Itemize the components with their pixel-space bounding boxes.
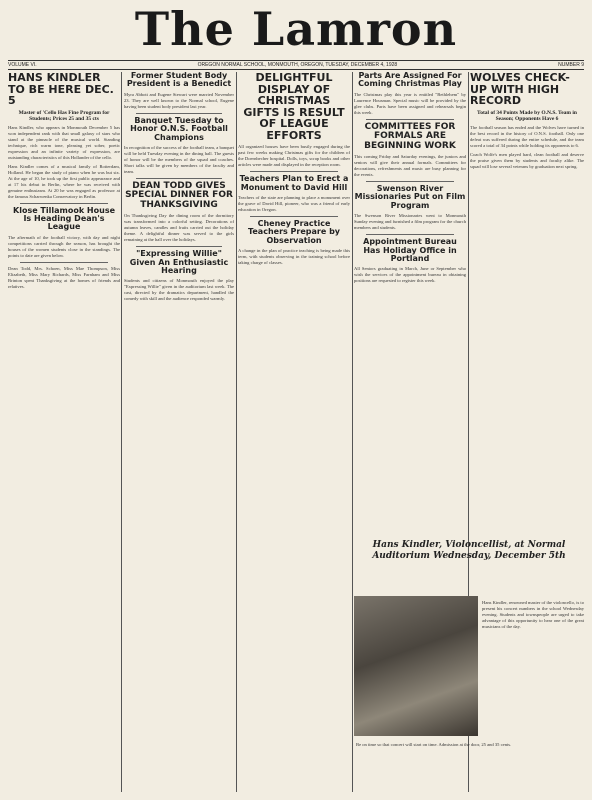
headline-expressing-willie: "Expressing Willie" Given An Enthusiastic Hearing [129, 249, 229, 276]
headline-klose: Klose Tillamook House Is Heading Dean's League [13, 205, 115, 232]
article-text: Be on time so that concert will start on time. Admission at the door, 25 and 35 cents. [356, 742, 512, 747]
divider [250, 171, 338, 172]
masthead [0, 0, 592, 58]
article-text: The football season has ended and the Wolves have turned in the best record in the history of O.N.S. football. Only one defeat was suffered during the entire schedule, and the team scored a total of 34 points while holding its opponents to 6. [470, 124, 584, 148]
article-text: Teachers of the state are planning to place a monument over the grave of David Hill, pioneer, who was a friend of early education in Oregon. [238, 195, 350, 213]
subhead-wolves: Total of 34 Points Made by O.N.S. Team in Season; Opponents Have 6 [477, 109, 577, 122]
column-3 [238, 72, 350, 792]
article-text: Students and citizens of Monmouth enjoyed the play "Expressing Willie" given in the auditorium last week. The cast, directed by the dramatics department, handled the comedy with skill and the audience responded warmly. [124, 278, 234, 302]
column-rule [236, 72, 237, 792]
divider [366, 234, 454, 235]
headline-christmas-play: Parts Are Assigned For Coming Christmas Play [358, 72, 462, 89]
subhead-kindler: Master of 'Cello Has Fine Program for Students; Prices 25 and 35 cts [18, 109, 110, 122]
photo-bottom-text [356, 742, 582, 751]
column-rule [121, 72, 122, 792]
headline-swenson: Swenson River Missionaries Put on Film Program [354, 184, 466, 210]
column-5 [470, 72, 584, 492]
column-rule [352, 72, 353, 792]
issue-info-bar [8, 60, 584, 70]
masthead-title: The Lamron [134, 2, 458, 56]
photo-side-text [482, 600, 584, 633]
headline-christmas-gifts: DELIGHTFUL DISPLAY OF CHRISTMAS GIFTS IS RESULT OF LEAGUE EFFORTS [243, 72, 345, 142]
volume-label: VOLUME VI. [8, 62, 37, 68]
divider [250, 216, 338, 217]
divider [20, 203, 108, 204]
article-text: Myra Abbott and Eugene Stewart were married November 23. They are well known to the Normal school, Eugene having been student body president last year. [124, 91, 234, 109]
divider [366, 119, 454, 120]
article-text: Hans Kindler, who appears in Monmouth December 5 has won independent rank with that small galaxy of stars who stand at the pinnacle of the musical world. Standing technique, rich warm tone, pleasing yet sober, poetic expression and an infinite variety of expression, are outstanding characteristics of this Hollander of the cello. [8, 124, 120, 160]
column-4 [354, 72, 466, 492]
issue-number: NUMBER 9 [558, 62, 584, 68]
divider [136, 246, 222, 247]
headline-banquet: Banquet Tuesday to Honor O.N.S. Football Champions [130, 115, 228, 142]
divider [136, 178, 222, 179]
kindler-photo [354, 596, 478, 736]
article-text: The Christmas play this year is entitled "Bethlehem" by Laurence Housman. Special music will be provided by the glee clubs. Parts have been assigned and rehearsals begin this week. [354, 91, 466, 115]
article-text: On Thanksgiving Day the dining room of the dormitory was transformed into a colorful setting. Decorations of autumn leaves, candles and fruits carried out the holiday theme. A delightful dinner was served to the girls remaining at the hall over the holidays. [124, 213, 234, 243]
article-text: Hans Kindler, renowned master of the violoncello, is to present his concert numbers in the school Wednesday evening. Students and townspeople are urged to take advantage of this opportunity to hear one of the great musicians of the day. [482, 600, 584, 629]
photo-caption: Hans Kindler, Violoncellist, at Normal Auditorium Wednesday, December 5th [372, 540, 566, 561]
headline-committees: COMMITTEES FOR FORMALS ARE BEGINNING WORK [364, 121, 456, 151]
divider [20, 262, 108, 263]
article-text: A change in the plan of practice teaching is being made this term, with students observing in the training school before taking charge of classes. [238, 248, 350, 266]
column-2 [124, 72, 234, 792]
divider [366, 181, 454, 182]
issue-date-line: OREGON NORMAL SCHOOL, MONMOUTH, OREGON, TUESDAY, DECEMBER 4, 1928 [197, 62, 398, 68]
article-text: In recognition of the success of the football team, a banquet will be held Tuesday evening in the dining hall. The guests of honor will be the members of the squad and coaches. Short talks will be given by members of the faculty and team. [124, 144, 234, 174]
article-text: Hans Kindler comes of a musical family of Rotterdam, Holland. He began the study of piano when he was but six. At the age of 10, he took up the first public appearance and at 17 his debut in Berlin, where he was received with genuine enthusiasm. At 20 he was engaged as professor at the famous Scharwenka Conservatory in Berlin. [8, 163, 120, 199]
column-1 [8, 72, 120, 792]
article-text: Dean Todd, Mrs. Schoen, Miss Mae Thompson, Miss Elizabeth, Miss Mary Richards, Miss Farnham and Miss Brinton spent Thanksgiving at the homes of friends and relatives. [8, 265, 120, 289]
article-text: Coach Wolfe's men played hard, clean football and deserve the praise given them by students and faculty alike. The squad will lose several veterans by graduation next spring. [470, 151, 584, 169]
headline-dean-todd: DEAN TODD GIVES SPECIAL DINNER FOR THANKSGIVING [125, 180, 233, 210]
headline-kindler: HANS KINDLER TO BE HERE DEC. 5 [8, 72, 114, 108]
photo-caption-block [356, 540, 582, 562]
headline-david-hill: Teachers Plan to Erect a Monument to David Hill [239, 174, 349, 192]
article-text: The Swenson River Missionaries went to Monmouth Sunday evening and furnished a film program for the church members and students. [354, 213, 466, 231]
article-text: All organized houses have been busily engaged during the past few weeks making Christmas gifts for the children of the Doernbecher hospital. Dolls, toys, scrap books and other articles were made and displayed in the reception room. [238, 144, 350, 168]
headline-wolves: WOLVES CHECK-UP WITH HIGH RECORD [470, 72, 570, 108]
divider [136, 113, 222, 114]
article-text: This coming Friday and Saturday evenings, the juniors and seniors will give their annual formals. Committees for decorations, refreshments and music are busy planning for the events. [354, 154, 466, 178]
headline-appointment-bureau: Appointment Bureau Has Holiday Office in Portland [363, 237, 457, 264]
headline-cheney: Cheney Practice Teachers Prepare by Observation [247, 219, 341, 245]
headline-benedict: Former Student Body President is a Benedict [126, 72, 232, 89]
article-text: The aftermath of the football victory, with day and night competitions carried through the season, has brought the houses of the women students close in the standings. The points to date are given below. [8, 234, 120, 258]
article-text: All Seniors graduating in March, June or September who wish the services of the appointment bureau in obtaining positions are requested to register this week. [354, 266, 466, 284]
